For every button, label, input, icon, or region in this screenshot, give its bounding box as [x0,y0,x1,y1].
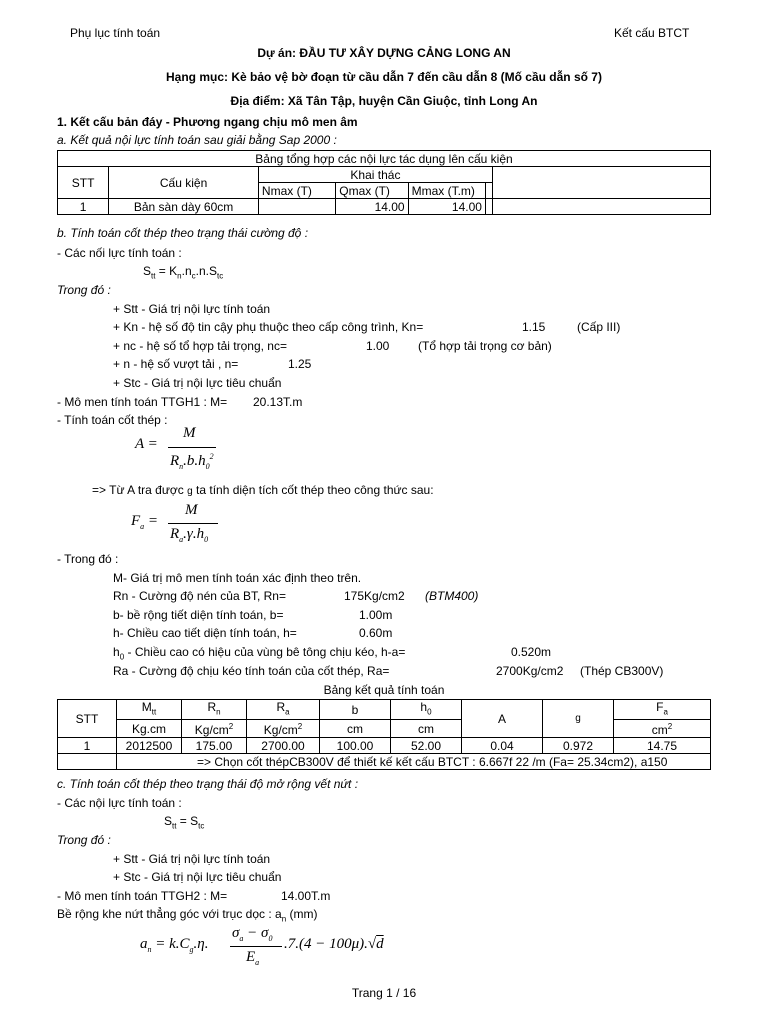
section-1-heading: 1. Kết cấu bản đáy - Phương ngang chịu mô men âm [57,115,358,129]
table2-header-ra: $R_a$ [247,700,320,720]
b-definition: b- bề rộng tiết diện tính toán, b= [113,608,284,622]
moment-ttgh2-value: 14.00T.m [281,889,331,903]
table2-unit-b: cm [320,720,391,738]
table2-cell-b: 100.00 [320,738,391,754]
table1-header-component: Cấu kiện [109,167,259,199]
h0-value: 0.520m [511,645,552,659]
table-row [58,199,711,215]
header-left: Phụ lục tính toán [70,26,161,40]
table2-cell-a: 0.04 [462,738,543,754]
table2-header-b: b [320,700,391,720]
internal-forces-label-c: - Các nội lực tính toán : [57,796,182,810]
h-value: 0.60m [359,626,393,640]
n-value: 1.25 [288,357,312,371]
table-row [58,738,711,754]
moment-ttgh1-label: - Mô men tính toán TTGH1 : M= [57,395,228,409]
moment-ttgh2-label: - Mô men tính toán TTGH2 : M= [57,889,228,903]
table2-cell-stt: 1 [58,738,117,754]
formula-stt: $S_{tt} = K_n.n_c.n.S_{tc}$ [143,264,224,281]
stt-description: + Stt - Giá trị nội lực tính toán [113,302,271,316]
table1-cell-nmax [258,199,335,215]
reinforcement-calc-label: - Tính toán cốt thép : [57,413,168,427]
where-label-2: - Trong đó : [57,552,119,566]
nc-value: 1.00 [366,339,390,353]
table2-unit-rn: $Kg/cm^2$ [182,720,247,738]
page-number: Trang 1 / 16 [351,986,417,1000]
table2-result-spacer [58,754,117,770]
kn-value: 1.15 [522,320,546,334]
table1-cell-name: Bản sàn dày 60cm [109,199,259,215]
item-title: Hạng mục: Kè bảo vệ bờ đoạn từ cầu dẫn 7 đến cầu dẫn 8 (Mố cầu dẫn số 7) [166,70,602,84]
stt-description-c: + Stt - Giá trị nội lực tính toán [113,852,271,866]
table2-unit-m: Kg.cm [117,720,182,738]
stc-description: + Stc - Giá trị nội lực tiêu chuẩn [113,376,282,390]
table1-header-operation: Khai thác [258,167,492,183]
ra-note: (Thép CB300V) [580,664,664,678]
internal-forces-label: - Các nối lực tính toán : [57,246,182,260]
table2-cell-fa: 14.75 [614,738,711,754]
section-b-heading: b. Tính toán cốt thép theo trạng thái cường độ : [57,226,309,240]
table2-cell-g: 0.972 [543,738,614,754]
where-label: Trong đó : [57,283,111,297]
results-table [57,699,711,770]
location-title: Địa điểm: Xã Tân Tập, huyện Cần Giuộc, tỉnh Long An [230,94,538,108]
table1-header-mmax: Mmax (T.m) [408,183,485,199]
section-c-heading: c. Tính toán cốt thép theo trạng thái độ mở rộng vết nứt : [57,777,359,791]
table1-cell-stt: 1 [58,199,109,215]
table2-result-line: => Chọn cốt thépCB300V để thiết kế kết cấu BTCT : 6.667f 22 /m (Fa= 25.34cm2), a150 [117,754,711,770]
table1-header-qmax: Qmax (T) [336,183,408,199]
kn-note: (Cấp III) [577,320,621,334]
results-table-caption: Bảng kết quả tính toán [323,683,445,697]
table2-header-m: $M_{tt}$ [117,700,182,720]
m-definition: M- Giá trị mô men tính toán xác định theo trên. [113,571,362,585]
h-definition: h- Chiều cao tiết diện tính toán, h= [113,626,297,640]
project-title: Dự án: ĐẦU TƯ XÂY DỰNG CẢNG LONG AN [257,46,511,60]
rn-value: 175Kg/cm2 [344,589,405,603]
table1-header-gap [485,183,492,199]
table2-unit-h0: cm [391,720,462,738]
from-a-text: => Từ A tra được g ta tính diện tích cốt thép theo công thức sau: [92,483,434,497]
table2-cell-m: 2012500 [117,738,182,754]
ra-value: 2700Kg/cm2 [496,664,564,678]
table1-caption: Bảng tổng hợp các nội lực tác dụng lên cấu kiện [58,151,711,167]
table1-cell-gap [485,199,492,215]
table2-header-h0: $h_0$ [391,700,462,720]
internal-forces-table [57,150,711,215]
nc-description: + nc - hệ số tổ hợp tải trọng, nc= [113,339,287,353]
crack-width-label: Bề rộng khe nứt thẳng góc với trục dọc : $a_n$ (mm) [57,907,318,924]
h0-definition: $h_0$ - Chiều cao có hiệu của vùng bê tông chịu kéo, h-a= [113,645,406,662]
rn-note: (BTM400) [425,589,479,603]
rn-definition: Rn - Cường độ nén của BT, Rn= [113,589,286,603]
ra-definition: Ra - Cường độ chịu kéo tính toán của cốt thép, Ra= [113,664,390,678]
where-label-c: Trong đó : [57,833,111,847]
table2-header-g: g [543,700,614,738]
table1-cell-mmax: 14.00 [408,199,485,215]
stc-description-c: + Stc - Giá trị nội lực tiêu chuẩn [113,870,282,884]
table2-unit-fa: $cm^2$ [614,720,711,738]
n-description: + n - hệ số vượt tải , n= [113,357,239,371]
table2-cell-rn: 175.00 [182,738,247,754]
header-right: Kết cấu BTCT [614,26,690,40]
table1-cell-empty [492,199,710,215]
table2-cell-ra: 2700.00 [247,738,320,754]
nc-note: (Tổ hợp tải trọng cơ bản) [418,339,552,353]
kn-description: + Kn - hệ số độ tin cậy phụ thuộc theo cấp công trình, Kn= [113,320,424,334]
table2-header-rn: $R_n$ [182,700,247,720]
table2-header-stt: STT [58,700,117,738]
b-value: 1.00m [359,608,393,622]
table2-header-a: A [462,700,543,738]
table1-cell-qmax: 14.00 [336,199,408,215]
table2-cell-h0: 52.00 [391,738,462,754]
table1-header-stt: STT [58,167,109,199]
table2-header-fa: $F_a$ [614,700,711,720]
table1-header-nmax: Nmax (T) [258,183,335,199]
table1-empty-cell [492,167,710,199]
section-a-heading: a. Kết quả nội lực tính toán sau giải bằng Sap 2000 : [57,133,337,147]
formula-stt-stc: $S_{tt} = S_{tc}$ [164,814,205,831]
table2-unit-ra: $Kg/cm^2$ [247,720,320,738]
moment-ttgh1-value: 20.13T.m [253,395,303,409]
